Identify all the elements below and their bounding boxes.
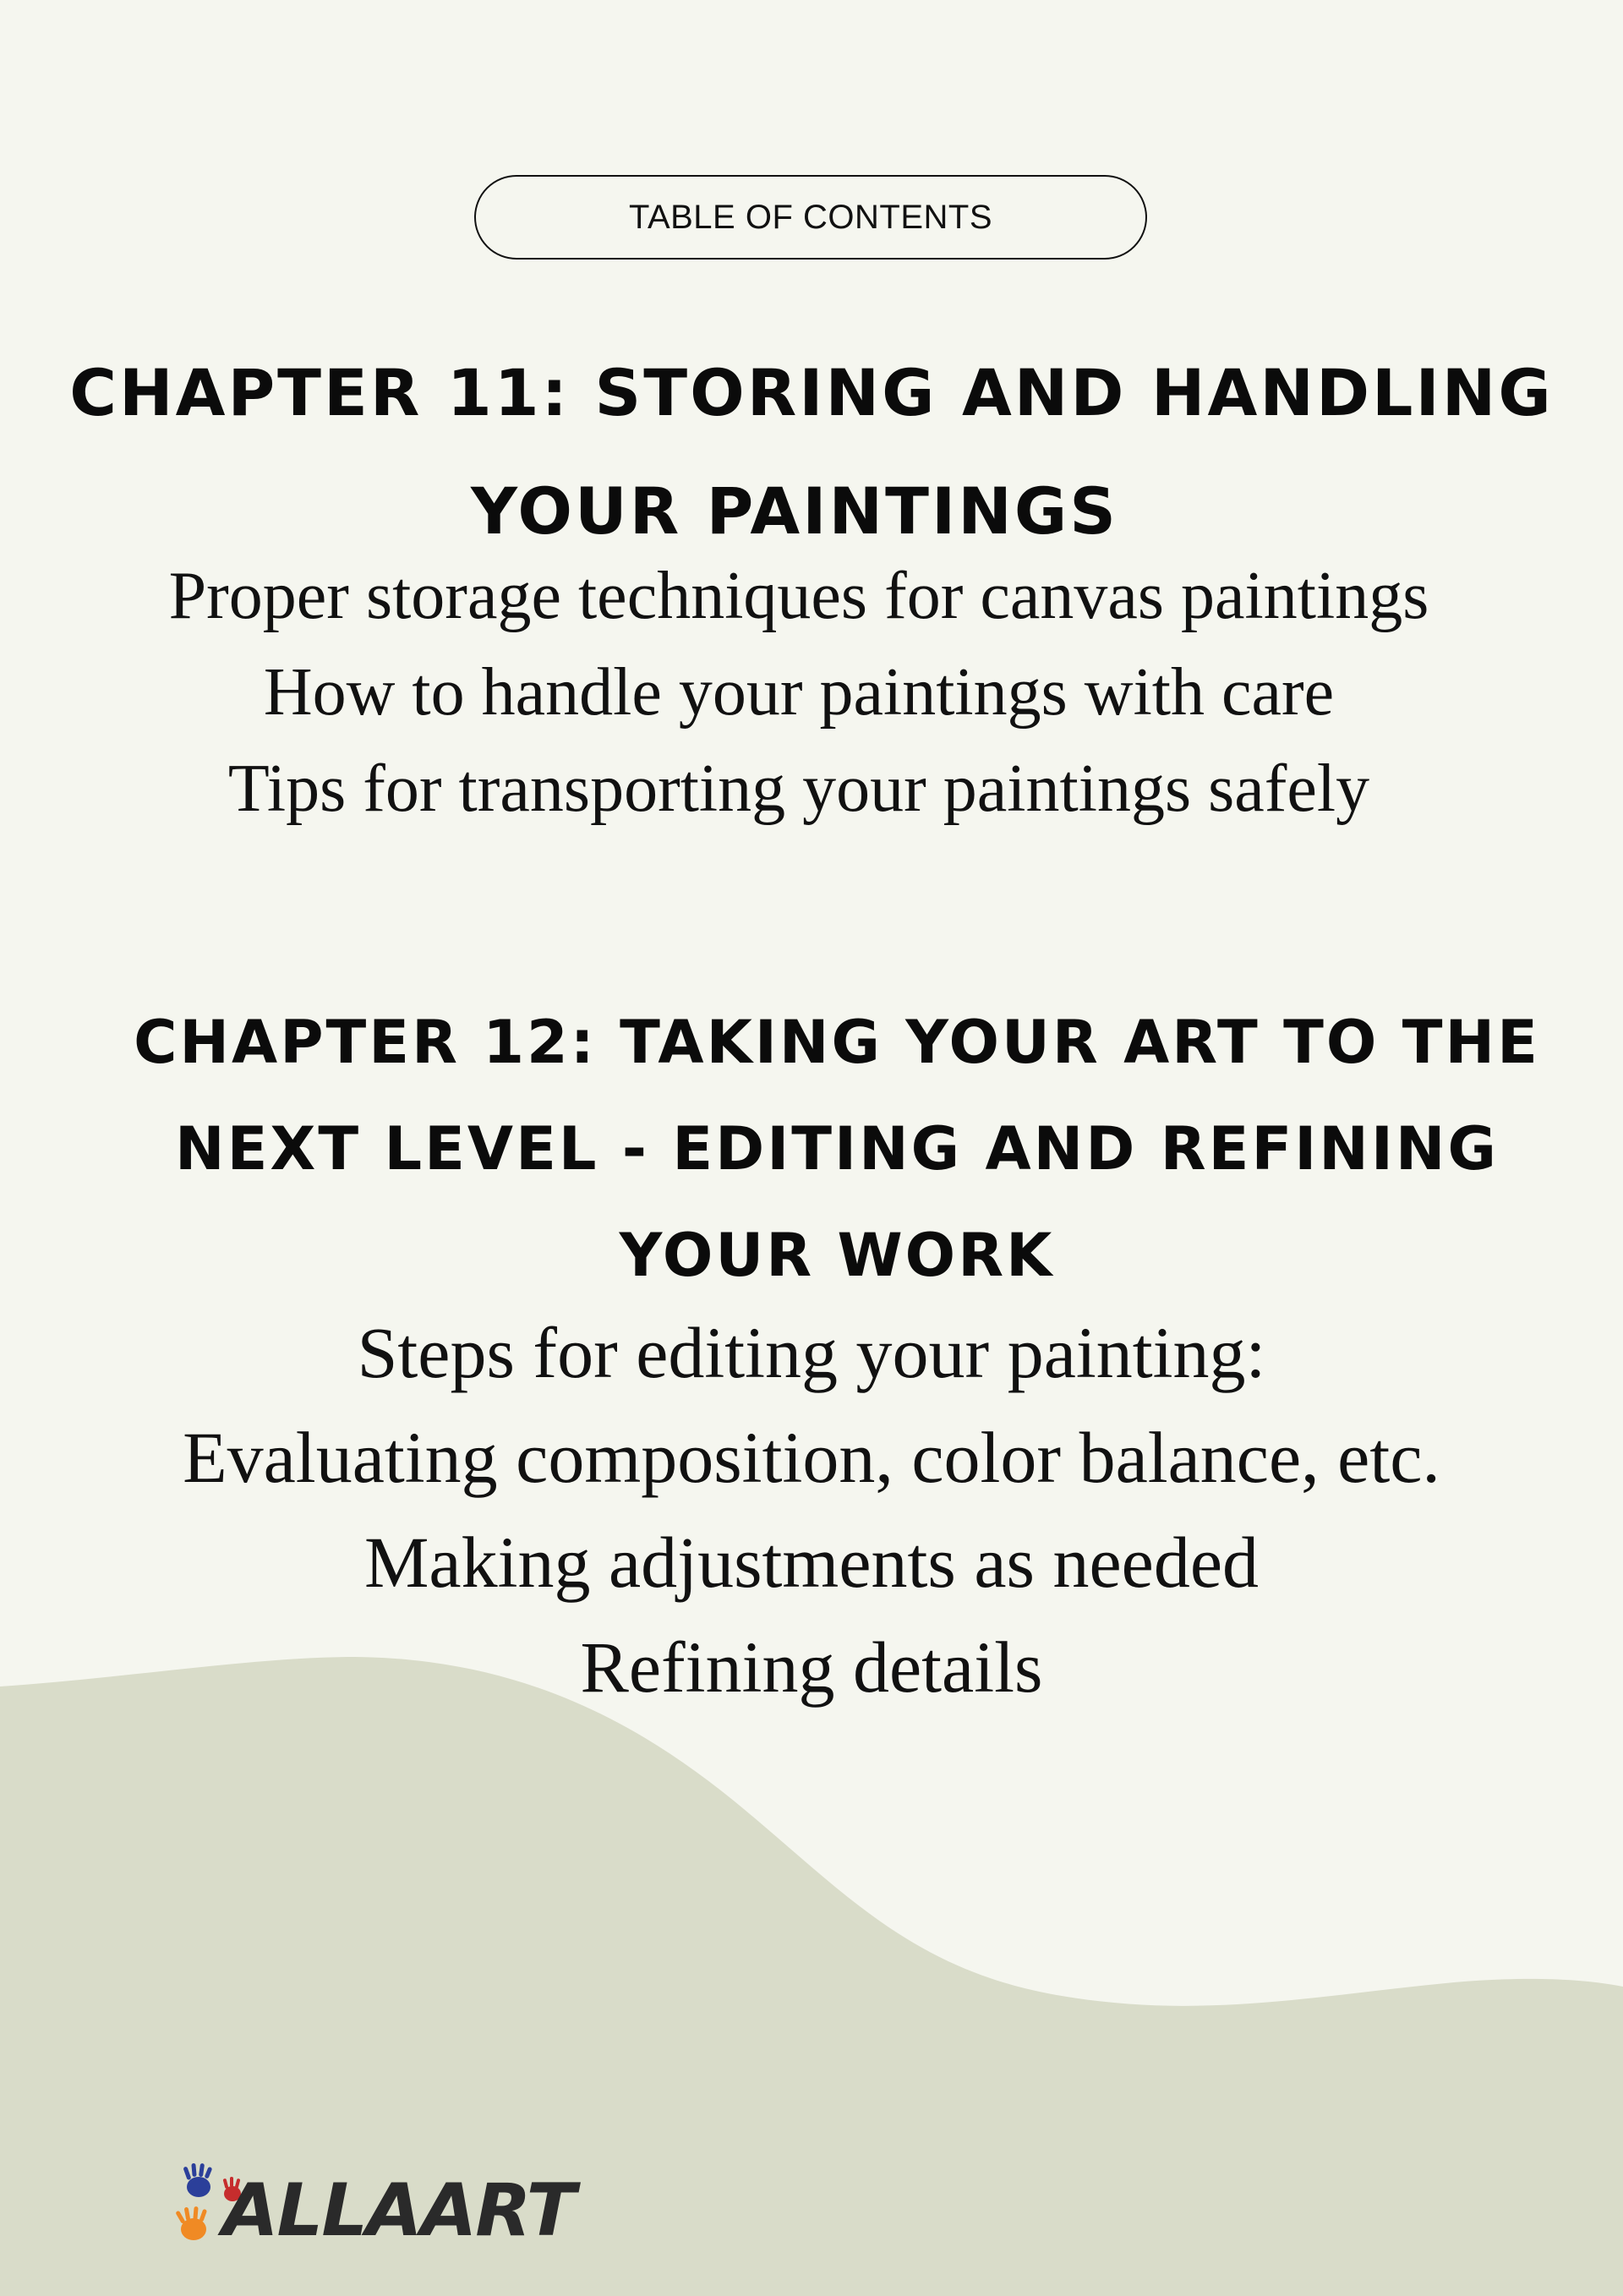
chapter-11-title-line-2: YOUR PAINTINGS <box>471 473 1118 549</box>
list-item: How to handle your paintings with care <box>263 655 1335 730</box>
list-item: Making adjustments as needed <box>363 1522 1260 1603</box>
chapter-12-title-line-3: YOUR WORK <box>619 1221 1055 1290</box>
list-item: Steps for editing your painting: <box>357 1312 1266 1393</box>
list-item: Tips for transporting your paintings safely <box>227 752 1370 826</box>
list-item: Evaluating composition, color balance, etc. <box>183 1417 1440 1498</box>
brand-logo <box>173 2160 575 2261</box>
chapter-12-heading <box>0 989 1623 1309</box>
list-item: Refining details <box>580 1626 1043 1708</box>
chapter-12-title-line-2: NEXT LEVEL - EDITING AND REFINING <box>175 1114 1499 1184</box>
chapter-12-items <box>0 1300 1623 1719</box>
chapter-11-items <box>0 548 1623 837</box>
chapter-12-title-line-1: CHAPTER 12: TAKING YOUR ART TO THE <box>134 1008 1540 1077</box>
table-of-contents-label: TABLE OF CONTENTS <box>474 175 1147 260</box>
list-item: Proper storage techniques for canvas paintings <box>168 559 1429 633</box>
chapter-11-heading <box>0 334 1623 571</box>
chapter-11-title-line-1: CHAPTER 11: STORING AND HANDLING <box>69 355 1554 430</box>
brand-logo-text: ALLAART <box>222 2168 575 2253</box>
